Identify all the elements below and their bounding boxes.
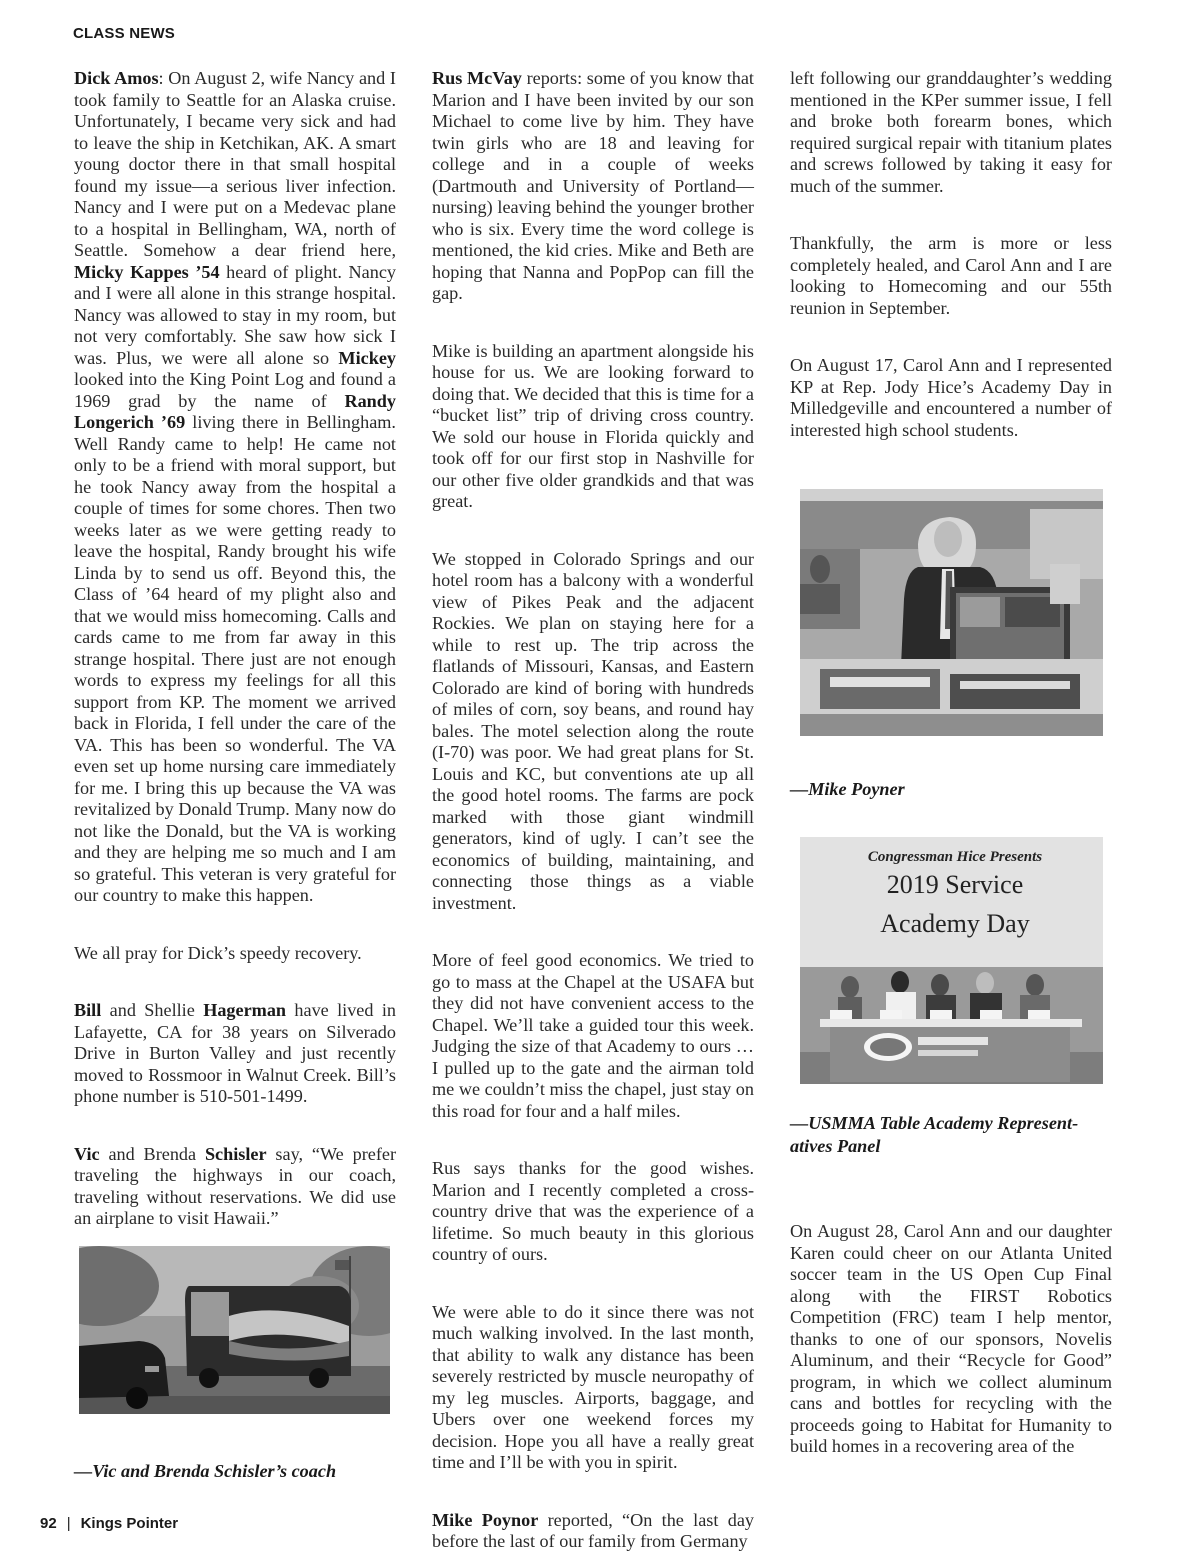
name-schisler: Schisler	[204, 1143, 267, 1164]
page-footer	[40, 1515, 178, 1532]
text-run: say, “We prefer traveling the highways in our coach, traveling without reservations. We did use an airplane to visit Hawaii.”	[74, 1143, 397, 1228]
sign-line-2: 2019 Service	[886, 870, 1024, 899]
paragraph-forearm: left following our granddaughter’s wedding mentioned in the KPer summer issue, I fell and broke both forearm bones, which required surgical repair with titanium plates and screws followed by taking it easy for much of the summer.	[790, 68, 1112, 196]
paragraph-walking: We were able to do it since there was not much walking involved. In the last month, that ability to walk any distance has been severely restricted by muscle neuropathy of my leg muscles. Airports, baggage, and Ubers over one weekend forces my decision. Hope you all have a really great time and I’ll be with you in spirit.	[432, 1301, 754, 1472]
coach-caption: —Vic and Brenda Schisler’s coach	[74, 1461, 337, 1481]
academy-panel-caption	[790, 1112, 1112, 1158]
name-dick-amos: Dick Amos	[74, 68, 159, 88]
mike-poyner-caption: —Mike Poyner	[790, 779, 905, 799]
column-3	[790, 68, 1112, 441]
text-run: and Shellie	[101, 1000, 204, 1020]
text-run: reported, “On the last day before the last of our family from Germany	[432, 1509, 754, 1551]
text-run: looked into the King Point Log and found a 1969 grad by the name of	[74, 369, 396, 411]
name-vic: Vic	[74, 1143, 100, 1164]
paragraph-schisler	[74, 1144, 396, 1230]
paragraph-academy-day: On August 17, Carol Ann and I represented KP at Rep. Jody Hice’s Academy Day in Milledgeville and encountered a number of interested high school students.	[790, 355, 1112, 440]
paragraph-mcvay	[432, 68, 754, 305]
text-run: reports: some of you know that Marion and I have been invited by our son Michael to come live by him. They have twin girls who are 18 and leaving for college and in a couple of weeks (Dartmouth and University of Portland—nursing) leaving behind the younger brother who is six. Every time the word college is mentioned, the kid cries. Mike and Beth are hoping that Nanna and PopPop can fill the gap.	[432, 68, 754, 303]
academy-day-photo	[800, 837, 1103, 1084]
academy-panel-caption-line-1: —USMMA Table Academy Represent-	[790, 1113, 1079, 1133]
paragraph-usafa: More of feel good economics. We tried to go to mass at the Chapel at the USAFA but they did not have convenient access to the Chapel. We’ll take a guided tour this week. Judging the size of that Academy to ours … I pulled up to the gate and the airman told me we couldn’t miss the chapel, just stay on this road for four and a half miles.	[432, 950, 754, 1121]
coach-photo	[79, 1246, 390, 1414]
name-mickey: Mickey	[338, 347, 396, 368]
name-hagerman: Hagerman	[203, 1000, 287, 1020]
name-randy-longerich: Randy Longerich ’69	[74, 390, 396, 432]
paragraph-thanks: Rus says thanks for the good wishes. Marion and I recently completed a cross-country drive that was the experience of a lifetime. So much beauty in this glorious country of ours.	[432, 1158, 754, 1264]
section-header: CLASS NEWS	[73, 25, 176, 42]
column-3-lower	[790, 1221, 1112, 1458]
paragraph-hagerman	[74, 1000, 396, 1108]
paragraph-apartment: Mike is building an apartment alongside his house for us. We are looking forward to doing that. We decided that this is time for a “bucket list” trip of driving cross country. We sold our house in Florida quickly and took off for our first stop in Nashville for our other five older grandkids and that was great.	[432, 340, 754, 511]
usmma-table-photo	[800, 489, 1103, 736]
paragraph-dick-amos	[74, 68, 396, 907]
text-run: living there in Bellingham. Well Randy came to help! He came not only to be a friend with moral support, but he took Nancy away from the hospital a couple of times for some chores. Then two weeks later as we were getting ready to leave the hospital, Randy brought his wife Linda by to send us off. Beyond this, the Class of ’64 heard of my plight also and that we would miss homecoming. Calls and cards came to me from far away in this strange hospital. There just are not enough words to express my feelings for all this support from KP. The moment we arrived back in Florida, I fell under the care of the VA. This has been so wonderful. The VA even set up home nursing care immediately for me. I bring this up because the VA was revitalized by Donald Trump. Many now do not like the Donald, but the VA is working and they are helping me so much and I am so grateful. This veteran is very grateful for our country to make this happen.	[74, 412, 396, 905]
academy-panel-caption-line-2: atives Panel	[790, 1136, 881, 1156]
paragraph-atlanta-united: On August 28, Carol Ann and our daughter Karen could cheer on our Atlanta United soccer team in the US Open Cup Final along with the FIRST Robotics Competition (FRC) team I help mentor, thanks to one of our sponsors, Novelis Aluminum, and their “Recycle for Good” program, in which we collect aluminum cans and bottles for recycling with the proceeds going to Habitat for Humanity to build homes in a recovering area of the	[790, 1221, 1112, 1456]
paragraph-poynor	[432, 1510, 754, 1553]
sign-line-3: Academy Day	[880, 909, 1030, 938]
column-2	[432, 68, 754, 1553]
text-run: : On August 2, wife Nancy and I took family to Seattle for an Alaska cruise. Unfortunately, I became very sick and had to leave the ship in Ketchikan, AK. A smart young doctor there in that small hospital found my issue—a serious liver infection. Nancy and I were put on a Medevac plane to a hospital in Bellingham, WA, north of Seattle. Somehow a dear friend here,	[74, 68, 396, 260]
page-number: 92	[40, 1515, 57, 1532]
footer-separator: |	[66, 1515, 71, 1532]
sign-line-1: Congressman Hice Presents	[867, 849, 1043, 865]
paragraph-homecoming: Thankfully, the arm is more or less completely healed, and Carol Ann and I are looking to Homecoming and our 55th reunion in September.	[790, 233, 1112, 318]
name-mike-poynor: Mike Poynor	[432, 1509, 539, 1530]
text-run: heard of plight. Nancy and I were all alone in this strange hospital. Nancy was allowed to stay in my room, but not very comfortably. She saw how sick I was. Plus, we were all alone so	[74, 261, 396, 368]
text-run: have lived in Lafayette, CA for 38 years on Silverado Drive in Burton Valley and just recently moved to Rossmoor in Walnut Creek. Bill’s phone number is 510-501-1499.	[74, 1000, 396, 1106]
paragraph-colorado: We stopped in Colorado Springs and our hotel room has a balcony with a wonderful view of Pikes Peak and the adjacent Rockies. We plan on staying here for a while to rest up. The trip across the flatlands of Missouri, Kansas, and Eastern Colorado are kind of boring with hundreds of miles of corn, soy beans, and round hay bales. The motel selection along the route (I-70) was poor. We had great plans for St. Louis and KC, but conventions ate up all the good hotel rooms. The farms are pock marked with those giant windmill generators, kind of ugly. I can’t see the economics of building, maintaining, and connecting those things as a viable investment.	[432, 548, 754, 913]
name-rus-mcvay: Rus McVay	[432, 68, 522, 88]
column-1	[74, 68, 396, 1230]
name-micky-kappes: Micky Kappes ’54	[74, 261, 220, 282]
name-bill: Bill	[74, 1000, 102, 1020]
text-run: and Brenda	[99, 1143, 205, 1164]
paragraph-prayer: We all pray for Dick’s speedy recovery.	[74, 942, 362, 963]
publication-name: Kings Pointer	[80, 1515, 179, 1532]
